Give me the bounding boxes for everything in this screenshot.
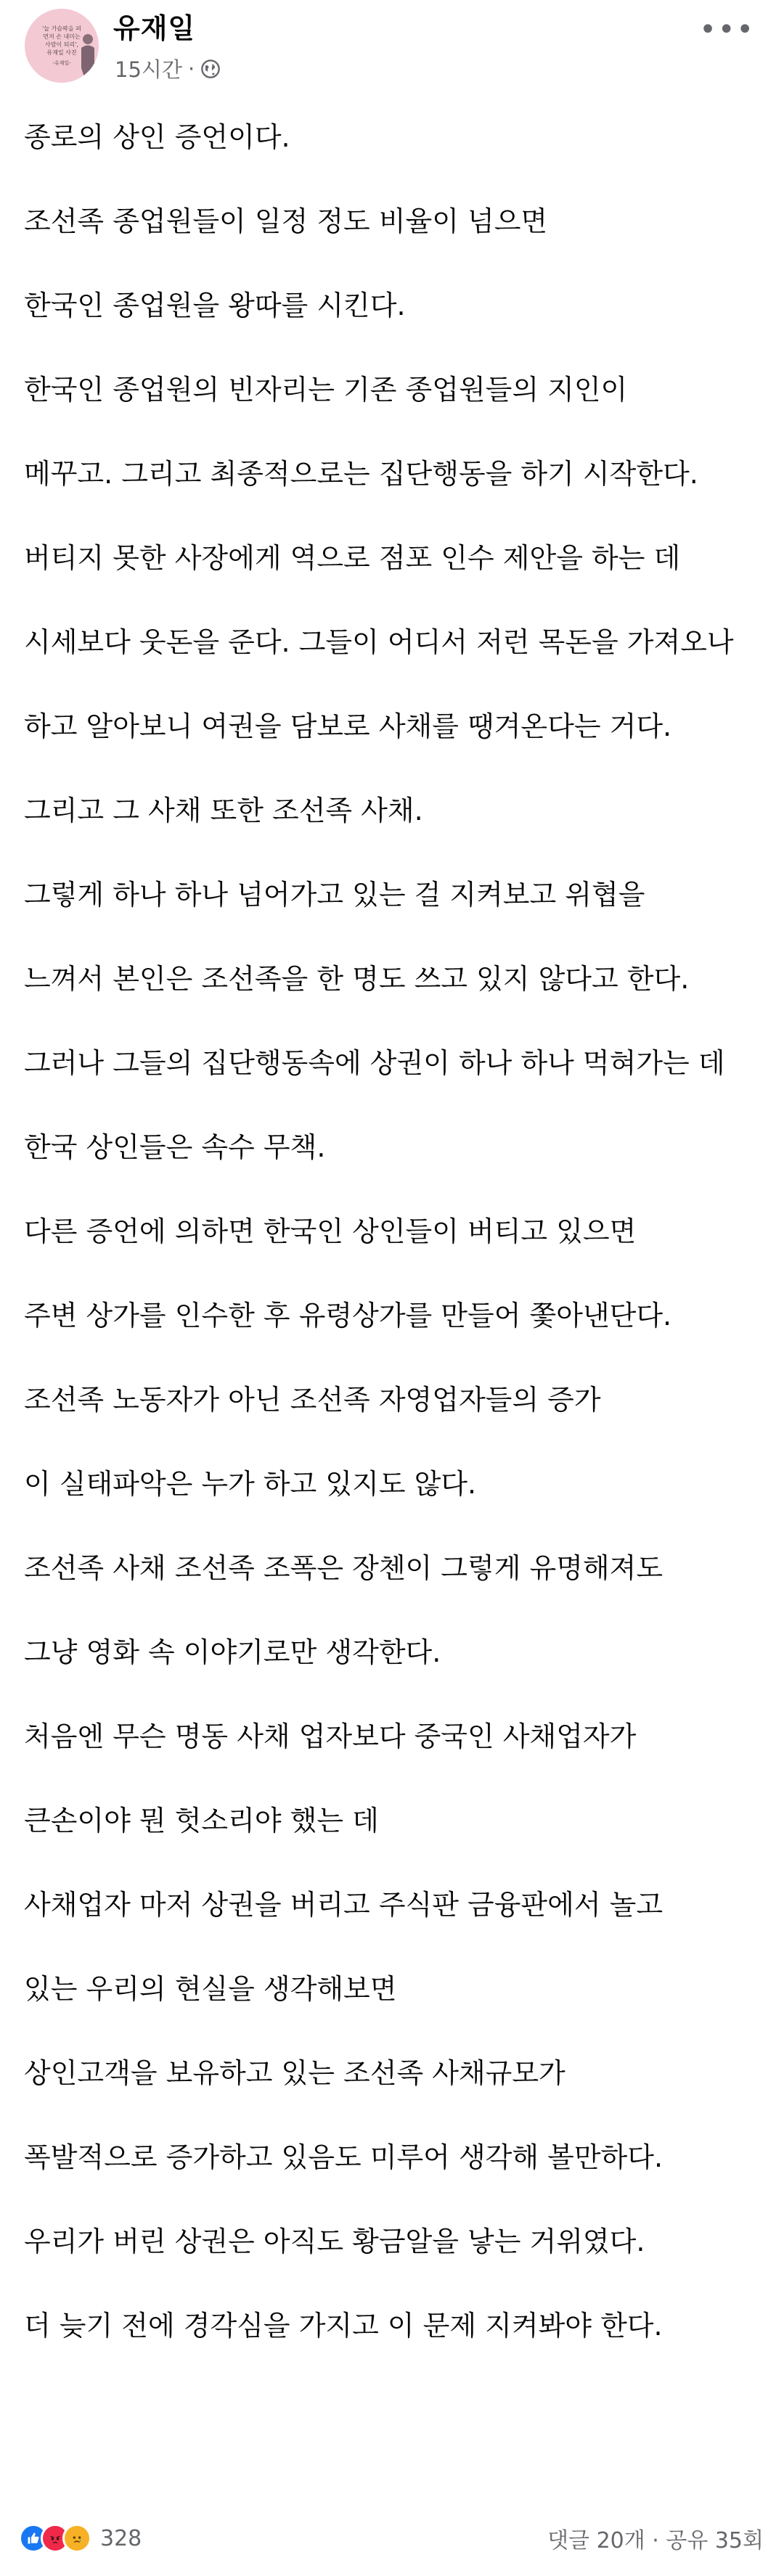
post-paragraph: 조선족 종업원들이 일정 정도 비율이 넘으면 bbox=[24, 205, 548, 237]
comments-shares-count[interactable]: 댓글 20개 · 공유 35회 bbox=[547, 2528, 764, 2554]
post-header bbox=[0, 0, 784, 102]
post-paragraph: 우리가 버린 상권은 아직도 황금알을 낳는 거위였다. bbox=[24, 2226, 645, 2257]
post-paragraph: 한국인 종업원의 빈자리는 기존 종업원들의 지인이 bbox=[24, 374, 628, 406]
post-paragraph: 그리고 그 사채 또한 조선족 사채. bbox=[24, 795, 423, 826]
post-paragraph: 그냥 영화 속 이야기로만 생각한다. bbox=[24, 1636, 441, 1668]
post-paragraph: 조선족 사채 조선족 조폭은 장첸이 그렇게 유명해져도 bbox=[24, 1552, 663, 1584]
reaction-count: 328 bbox=[100, 2525, 142, 2551]
post-body bbox=[24, 116, 764, 2389]
post-meta bbox=[115, 54, 221, 83]
post-paragraph: 주변 상가를 인수한 후 유령상가를 만들어 쫓아낸단다. bbox=[24, 1300, 672, 1332]
meta-separator: · bbox=[187, 56, 195, 81]
avatar[interactable] bbox=[25, 9, 99, 83]
avatar-figure-icon bbox=[75, 32, 97, 77]
globe-icon bbox=[200, 59, 221, 79]
post-paragraph: 상인고객을 보유하고 있는 조선족 사채규모가 bbox=[24, 2057, 565, 2089]
post-paragraph: 조선족 노동자가 아닌 조선족 자영업자들의 증가 bbox=[24, 1384, 601, 1416]
post-paragraph: 큰손이야 뭔 헛소리야 했는 데 bbox=[24, 1805, 379, 1837]
post-paragraph: 한국 상인들은 속수 무책. bbox=[24, 1131, 326, 1163]
reactions-summary[interactable] bbox=[0, 2524, 142, 2553]
post-paragraph: 더 늦기 전에 경각심을 가지고 이 문제 지켜봐야 한다. bbox=[24, 2310, 663, 2342]
post-paragraph: 이 실태파악은 누가 하고 있지도 않다. bbox=[24, 1468, 477, 1500]
post-paragraph: 하고 알아보니 여권을 담보로 사채를 땡겨온다는 거다. bbox=[24, 710, 672, 742]
post-paragraph: 한국인 종업원을 왕따를 시킨다. bbox=[24, 290, 406, 321]
sad-icon bbox=[62, 2524, 91, 2553]
post-paragraph: 시세보다 웃돈을 준다. 그들이 어디서 저런 목돈을 가져오나 bbox=[24, 626, 734, 658]
post-paragraph: 종로의 상인 증언이다. bbox=[24, 121, 290, 153]
post-paragraph: 사채업자 마저 상권을 버리고 주식판 금융판에서 놀고 bbox=[24, 1889, 663, 1921]
post-time[interactable]: 15시간 bbox=[115, 57, 182, 82]
more-options-icon[interactable]: ••• bbox=[699, 13, 755, 46]
post-paragraph: 다른 증언에 의하면 한국인 상인들이 버티고 있으면 bbox=[24, 1215, 637, 1247]
post-paragraph: 처음엔 무슨 명동 사채 업자보다 중국인 사채업자가 bbox=[24, 1720, 637, 1752]
avatar-text-4: 유재일 사진 bbox=[46, 49, 77, 56]
avatar-text-2: 먼저 손 내미는 bbox=[43, 33, 81, 40]
post-paragraph: 느껴서 본인은 조선족을 한 명도 쓰고 있지 않다고 한다. bbox=[24, 963, 690, 995]
post-paragraph: 그렇게 하나 하나 넘어가고 있는 걸 지켜보고 위협을 bbox=[24, 879, 645, 911]
post-paragraph: 메꾸고. 그리고 최종적으로는 집단행동을 하기 시작한다. bbox=[24, 458, 698, 490]
author-name[interactable]: 유재일 bbox=[113, 12, 196, 44]
avatar-signature: -유재일- bbox=[52, 60, 71, 66]
post-paragraph: 그러나 그들의 집단행동속에 상권이 하나 하나 먹혀가는 데 bbox=[24, 1047, 725, 1079]
post-footer bbox=[0, 2516, 784, 2560]
post-paragraph: 있는 우리의 현실을 생각해보면 bbox=[24, 1973, 397, 2005]
post-paragraph: 폭발적으로 증가하고 있음도 미루어 생각해 볼만하다. bbox=[24, 2141, 663, 2173]
post-paragraph: 버티지 못한 사장에게 역으로 점포 인수 제안을 하는 데 bbox=[24, 542, 681, 574]
avatar-text-3: 사람이 되리', bbox=[45, 41, 78, 48]
avatar-text-1: '늘 가슴팍을 펴 bbox=[42, 25, 81, 32]
